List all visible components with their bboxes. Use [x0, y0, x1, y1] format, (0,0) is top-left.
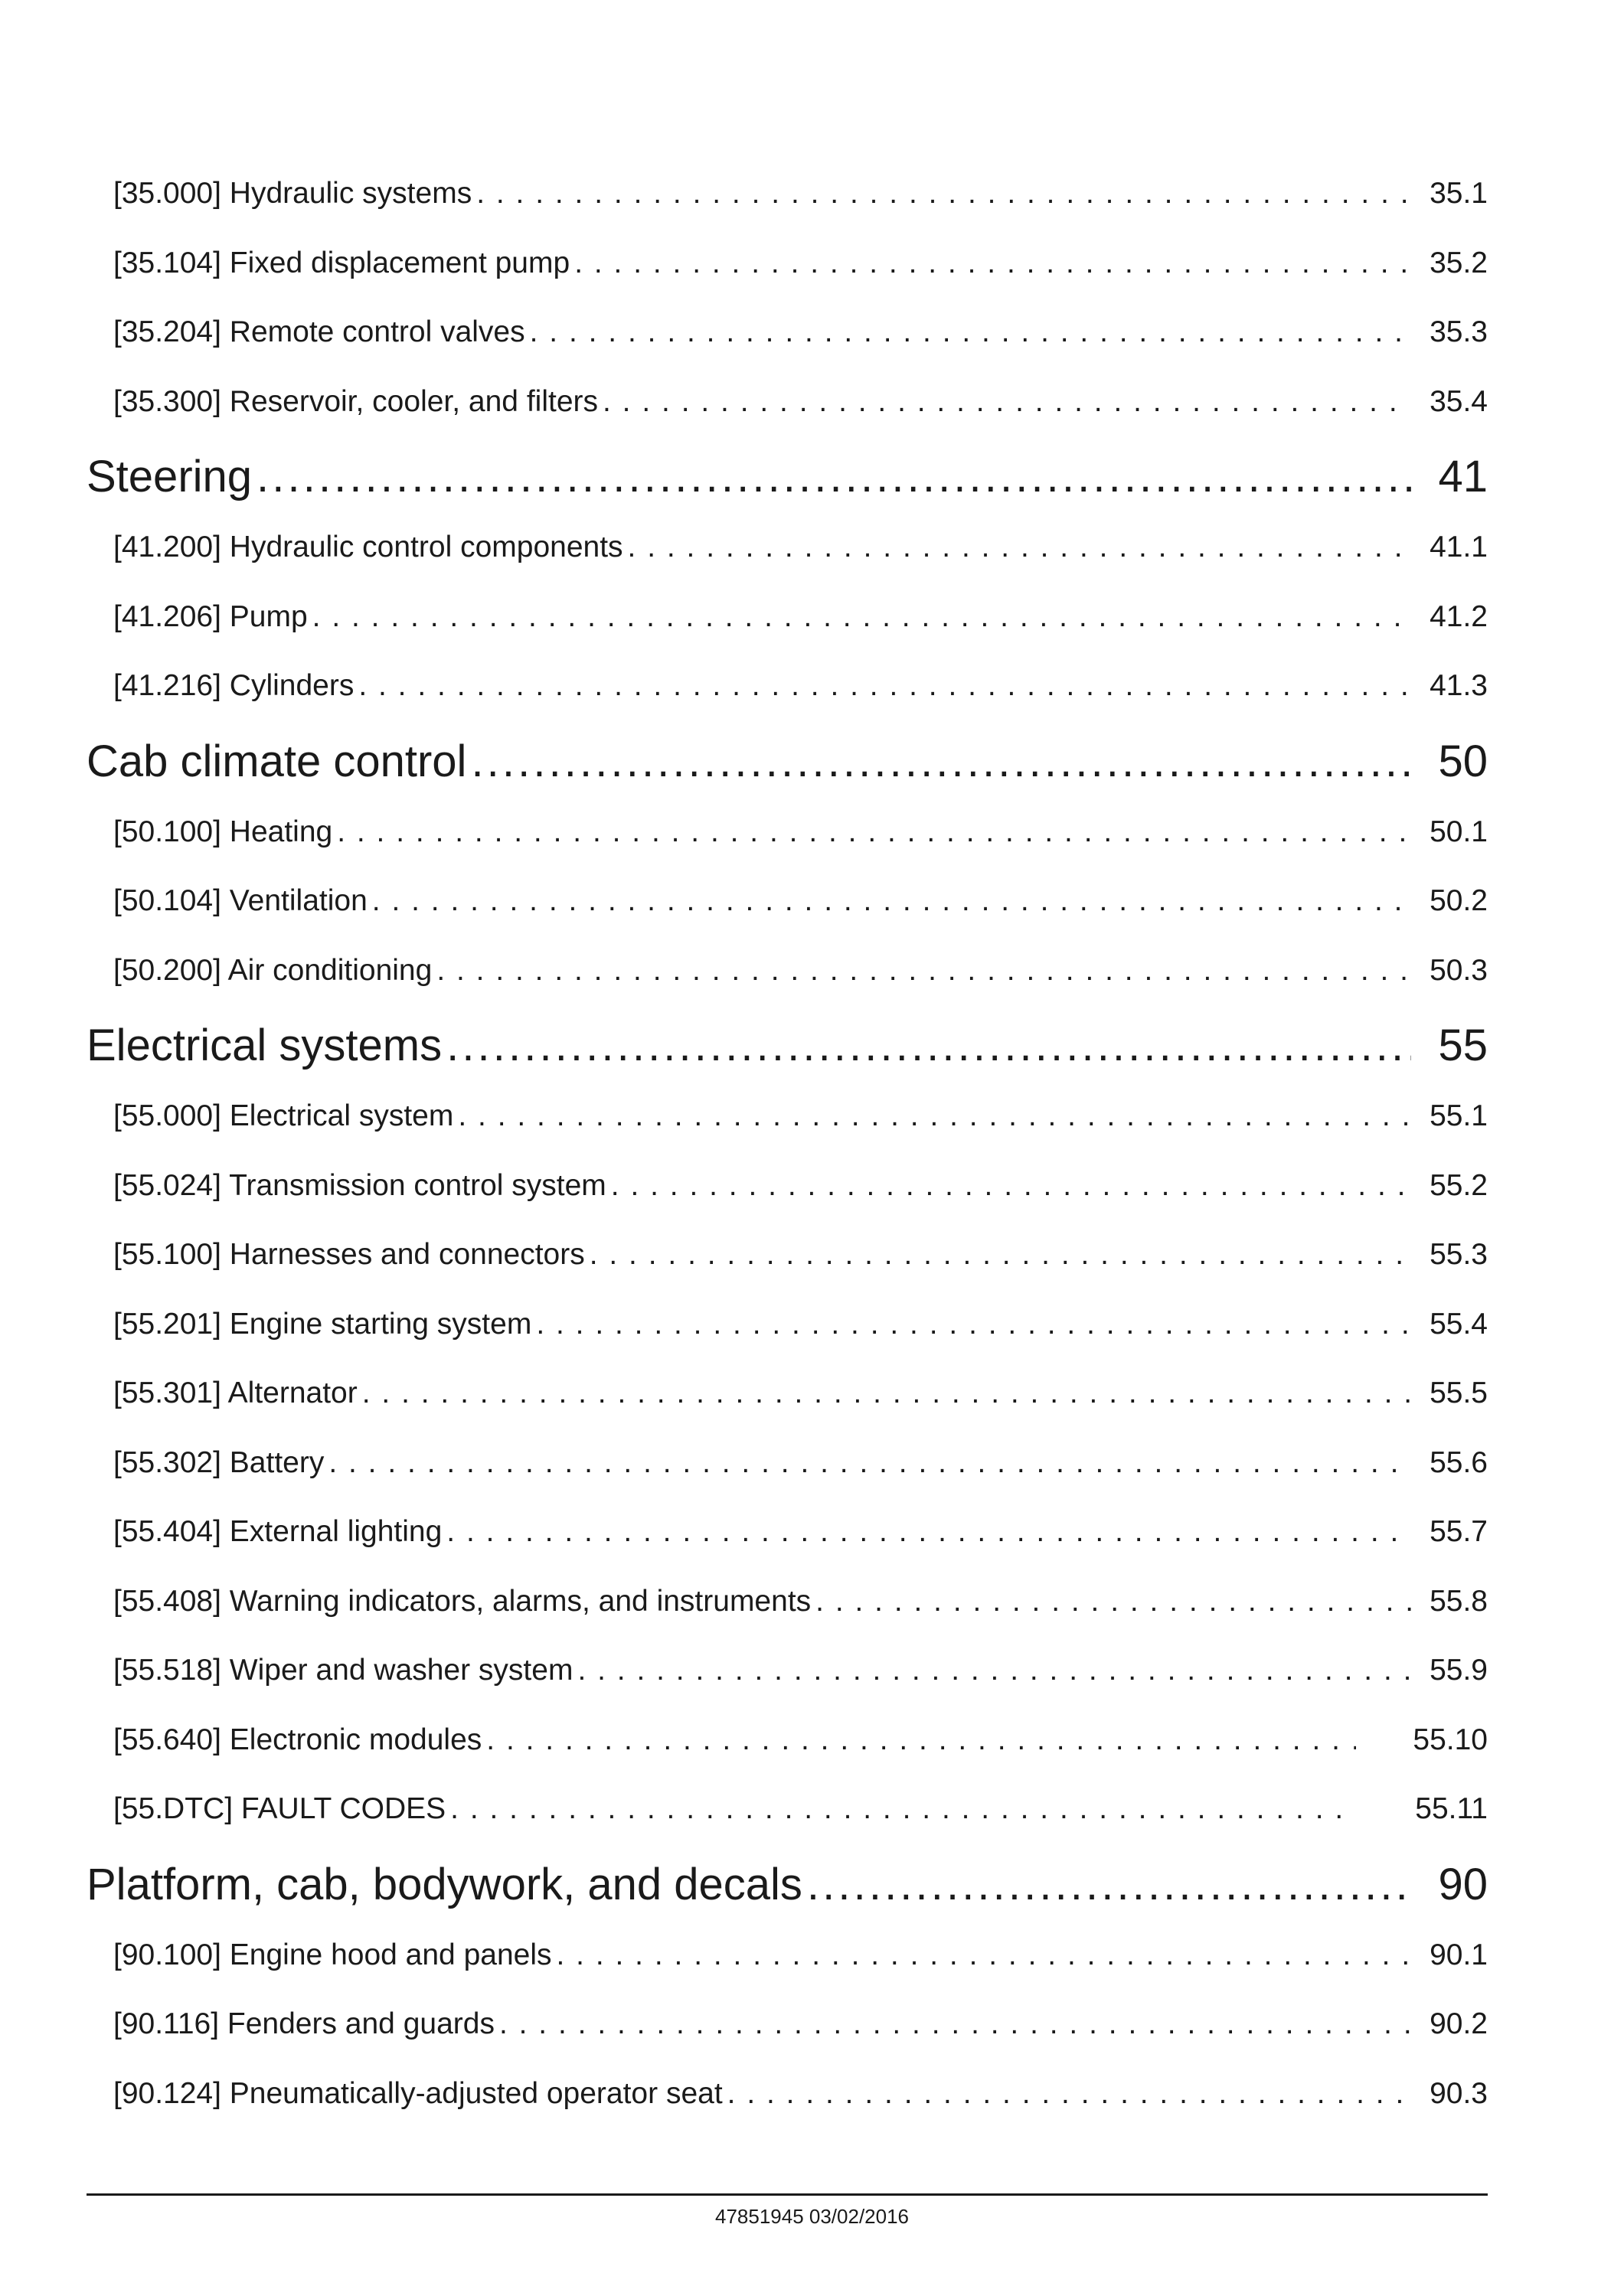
toc-section-heading[interactable]: [87, 732, 1488, 812]
toc-entry[interactable]: [113, 1442, 1488, 1512]
toc-entry-label: [50.100] Heating: [113, 815, 333, 848]
toc-entry-page: 55.11: [1415, 1792, 1488, 1825]
toc-entry[interactable]: [113, 1373, 1488, 1442]
toc-entry[interactable]: [113, 243, 1488, 312]
toc-entry-page: 55.3: [1430, 1238, 1488, 1271]
toc-entry[interactable]: [113, 1581, 1488, 1651]
toc-entry-page: 55.4: [1430, 1307, 1488, 1341]
toc-entry[interactable]: [113, 812, 1488, 881]
toc-section-page: 90: [1438, 1859, 1488, 1909]
toc-section-heading[interactable]: [87, 1855, 1488, 1935]
toc-entry[interactable]: [113, 1096, 1488, 1165]
table-of-contents: [87, 173, 1488, 2142]
toc-entry-label: [55.408] Warning indicators, alarms, and instruments: [113, 1584, 812, 1618]
toc-entry-page: 90.3: [1430, 2076, 1488, 2110]
leader-dots: [362, 1373, 1411, 1414]
toc-entry-page: 55.10: [1413, 1723, 1488, 1756]
leader-dots: [337, 812, 1411, 853]
leader-dots: [603, 381, 1411, 423]
toc-entry-label: [41.216] Cylinders: [113, 669, 355, 702]
toc-entry-label: [90.116] Fenders and guards: [113, 2007, 495, 2040]
toc-entry-label: [90.124] Pneumatically-adjusted operator seat: [113, 2076, 723, 2110]
leader-dots: [815, 1581, 1411, 1622]
toc-section-page: 50: [1438, 736, 1488, 786]
leader-dots: [372, 880, 1411, 922]
leader-dots: [436, 950, 1411, 991]
toc-entry-label: [55.518] Wiper and washer system: [113, 1654, 573, 1687]
toc-entry[interactable]: [113, 173, 1488, 243]
toc-entry-label: [55.640] Electronic modules: [113, 1723, 482, 1756]
leader-dots: [446, 1511, 1411, 1553]
leader-dots: [628, 527, 1411, 568]
footer-divider: [87, 2193, 1488, 2196]
toc-section-heading[interactable]: [87, 1016, 1488, 1096]
toc-entry-page: 35.4: [1430, 384, 1488, 418]
toc-section-label: Electrical systems: [87, 1021, 443, 1070]
toc-section-label: Steering: [87, 452, 253, 501]
toc-entry-page: 90.1: [1430, 1938, 1488, 1971]
toc-entry[interactable]: [113, 1234, 1488, 1304]
toc-entry-page: 55.6: [1430, 1445, 1488, 1479]
toc-entry-label: [55.000] Electrical system: [113, 1099, 454, 1132]
toc-entry-label: [41.200] Hydraulic control components: [113, 531, 623, 563]
toc-entry[interactable]: [113, 880, 1488, 950]
toc-entry-label: [55.302] Battery: [113, 1445, 325, 1479]
toc-entry-label: [50.200] Air conditioning: [113, 953, 433, 987]
toc-entry[interactable]: [113, 596, 1488, 666]
leader-dots: [328, 1442, 1411, 1484]
leader-dots: [590, 1234, 1411, 1275]
toc-entry[interactable]: [113, 527, 1488, 596]
toc-section-label: Platform, cab, bodywork, and decals: [87, 1859, 802, 1909]
leader-dots: [536, 1304, 1411, 1345]
leader-dots: [727, 2073, 1411, 2115]
leader-dots: [257, 447, 1411, 507]
leader-dots: [611, 1165, 1411, 1207]
toc-entry-label: [41.206] Pump: [113, 599, 308, 633]
toc-entry-page: 55.2: [1430, 1168, 1488, 1202]
toc-section-label: Cab climate control: [87, 736, 467, 786]
toc-entry-page: 55.8: [1430, 1584, 1488, 1618]
toc-entry-page: 41.3: [1430, 669, 1488, 702]
leader-dots: [807, 1855, 1411, 1915]
toc-entry-page: 55.7: [1430, 1515, 1488, 1548]
toc-entry[interactable]: [113, 1165, 1488, 1235]
toc-entry[interactable]: [113, 1788, 1488, 1858]
leader-dots: [446, 1016, 1411, 1076]
toc-entry-page: 55.5: [1430, 1377, 1488, 1409]
toc-entry-page: 41.1: [1430, 531, 1488, 563]
toc-entry[interactable]: [113, 1511, 1488, 1581]
toc-entry-label: [35.104] Fixed displacement pump: [113, 246, 570, 279]
toc-entry-label: [55.DTC] FAULT CODES: [113, 1792, 446, 1825]
toc-entry-label: [50.104] Ventilation: [113, 884, 368, 917]
leader-dots: [574, 243, 1411, 284]
leader-dots: [577, 1650, 1411, 1691]
leader-dots: [486, 1720, 1356, 1761]
toc-entry[interactable]: [113, 1650, 1488, 1720]
toc-entry[interactable]: [113, 2004, 1488, 2073]
toc-entry[interactable]: [113, 1720, 1488, 1789]
toc-entry-page: 35.1: [1430, 177, 1488, 210]
toc-entry-page: 55.1: [1430, 1099, 1488, 1132]
toc-entry-label: [55.024] Transmission control system: [113, 1168, 606, 1202]
toc-entry-label: [35.204] Remote control valves: [113, 315, 525, 348]
leader-dots: [476, 173, 1411, 214]
footer-document-id: 47851945 03/02/2016: [714, 2205, 910, 2228]
toc-entry-page: 35.2: [1430, 246, 1488, 279]
toc-entry-page: 35.3: [1430, 315, 1488, 348]
toc-entry-label: [55.301] Alternator: [113, 1377, 358, 1409]
leader-dots: [450, 1788, 1356, 1830]
toc-entry-page: 50.2: [1430, 884, 1488, 917]
toc-entry[interactable]: [113, 1935, 1488, 2004]
leader-dots: [499, 2004, 1411, 2045]
toc-entry-label: [90.100] Engine hood and panels: [113, 1938, 552, 1971]
toc-entry-label: [35.000] Hydraulic systems: [113, 177, 472, 210]
leader-dots: [557, 1935, 1412, 1976]
toc-entry-page: 90.2: [1430, 2007, 1488, 2040]
toc-entry[interactable]: [113, 950, 1488, 1020]
toc-entry[interactable]: [113, 1304, 1488, 1373]
toc-section-heading[interactable]: [87, 447, 1488, 527]
toc-entry[interactable]: [113, 312, 1488, 381]
leader-dots: [358, 665, 1411, 707]
toc-entry-page: 41.2: [1430, 599, 1488, 633]
toc-entry[interactable]: [113, 381, 1488, 451]
toc-entry-label: [55.404] External lighting: [113, 1515, 443, 1548]
leader-dots: [458, 1096, 1411, 1137]
toc-entry-page: 55.9: [1430, 1654, 1488, 1687]
toc-section-page: 55: [1438, 1021, 1488, 1070]
leader-dots: [312, 596, 1411, 638]
toc-entry[interactable]: [113, 2073, 1488, 2143]
toc-entry-page: 50.1: [1430, 815, 1488, 848]
toc-section-page: 41: [1438, 452, 1488, 501]
toc-entry-label: [35.300] Reservoir, cooler, and filters: [113, 384, 599, 418]
toc-entry-label: [55.100] Harnesses and connectors: [113, 1238, 585, 1271]
leader-dots: [530, 312, 1411, 353]
toc-entry-page: 50.3: [1430, 953, 1488, 987]
toc-entry-label: [55.201] Engine starting system: [113, 1307, 532, 1341]
toc-entry[interactable]: [113, 665, 1488, 735]
leader-dots: [471, 732, 1411, 792]
